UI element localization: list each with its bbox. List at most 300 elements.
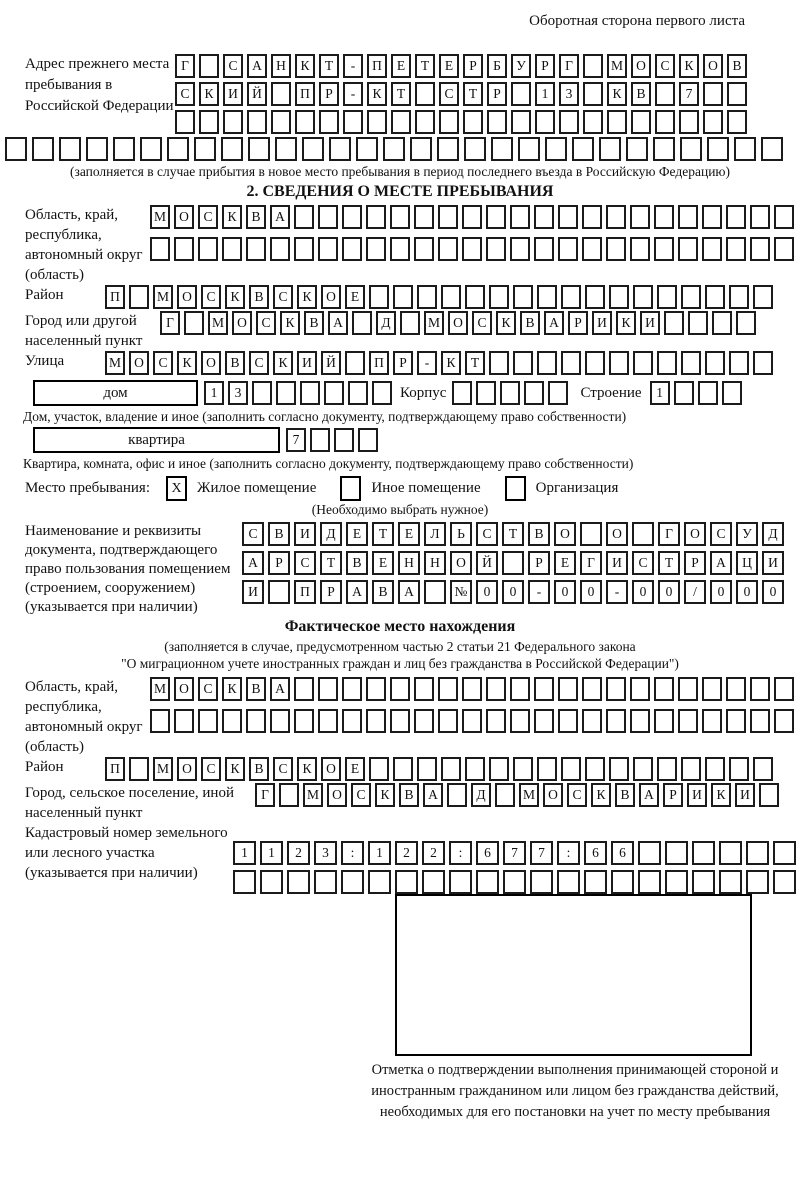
char-cell[interactable]: В xyxy=(268,522,290,546)
char-cell[interactable] xyxy=(476,381,496,405)
char-cell[interactable]: Т xyxy=(320,551,342,575)
char-cell[interactable]: В xyxy=(249,757,269,781)
char-cell[interactable] xyxy=(246,237,266,261)
char-cell[interactable] xyxy=(439,110,459,134)
char-cell[interactable] xyxy=(390,205,410,229)
char-cell[interactable] xyxy=(369,285,389,309)
char-cell[interactable] xyxy=(655,110,675,134)
char-cell[interactable] xyxy=(341,870,364,894)
char-cell[interactable]: К xyxy=(711,783,731,807)
char-cell[interactable] xyxy=(233,870,256,894)
char-cell[interactable] xyxy=(489,285,509,309)
char-cell[interactable]: А xyxy=(346,580,368,604)
char-cell[interactable] xyxy=(530,870,553,894)
char-cell[interactable] xyxy=(150,237,170,261)
char-cell[interactable] xyxy=(503,870,526,894)
char-cell[interactable]: О xyxy=(554,522,576,546)
char-cell[interactable] xyxy=(369,757,389,781)
char-cell[interactable]: О xyxy=(448,311,468,335)
char-cell[interactable]: Е xyxy=(554,551,576,575)
char-cell[interactable] xyxy=(391,110,411,134)
char-cell[interactable] xyxy=(583,54,603,78)
char-cell[interactable]: С xyxy=(632,551,654,575)
char-cell[interactable]: Б xyxy=(487,54,507,78)
char-cell[interactable] xyxy=(438,677,458,701)
char-cell[interactable]: А xyxy=(270,205,290,229)
char-cell[interactable]: Н xyxy=(271,54,291,78)
char-cell[interactable]: О xyxy=(606,522,628,546)
char-cell[interactable] xyxy=(631,110,651,134)
char-cell[interactable] xyxy=(705,351,725,375)
char-cell[interactable] xyxy=(352,311,372,335)
char-cell[interactable] xyxy=(294,205,314,229)
char-cell[interactable]: О xyxy=(321,757,341,781)
char-cell[interactable] xyxy=(342,677,362,701)
char-cell[interactable] xyxy=(511,110,531,134)
char-cell[interactable] xyxy=(342,237,362,261)
char-cell[interactable] xyxy=(343,110,363,134)
char-cell[interactable] xyxy=(275,137,297,161)
char-cell[interactable] xyxy=(438,709,458,733)
char-cell[interactable] xyxy=(318,677,338,701)
char-cell[interactable] xyxy=(5,137,27,161)
char-cell[interactable]: Ь xyxy=(450,522,472,546)
char-cell[interactable] xyxy=(415,82,435,106)
char-cell[interactable]: К xyxy=(607,82,627,106)
char-cell[interactable]: П xyxy=(105,285,125,309)
char-cell[interactable]: Р xyxy=(528,551,550,575)
char-cell[interactable] xyxy=(510,677,530,701)
char-cell[interactable] xyxy=(393,285,413,309)
char-cell[interactable] xyxy=(356,137,378,161)
char-cell[interactable]: К xyxy=(225,757,245,781)
char-cell[interactable]: 3 xyxy=(228,381,248,405)
char-cell[interactable] xyxy=(513,351,533,375)
char-cell[interactable] xyxy=(599,137,621,161)
char-cell[interactable] xyxy=(271,110,291,134)
char-cell[interactable] xyxy=(705,285,725,309)
char-cell[interactable] xyxy=(729,757,749,781)
char-cell[interactable] xyxy=(167,137,189,161)
checkbox-organization[interactable] xyxy=(505,476,526,501)
char-cell[interactable]: К xyxy=(375,783,395,807)
char-cell[interactable]: С xyxy=(273,757,293,781)
char-cell[interactable] xyxy=(414,205,434,229)
char-cell[interactable]: Т xyxy=(391,82,411,106)
char-cell[interactable]: И xyxy=(640,311,660,335)
char-cell[interactable]: К xyxy=(679,54,699,78)
char-cell[interactable] xyxy=(746,870,769,894)
char-cell[interactable]: К xyxy=(591,783,611,807)
char-cell[interactable] xyxy=(246,709,266,733)
char-cell[interactable] xyxy=(630,205,650,229)
char-cell[interactable] xyxy=(630,237,650,261)
char-cell[interactable] xyxy=(633,757,653,781)
char-cell[interactable]: : xyxy=(449,841,472,865)
char-cell[interactable] xyxy=(557,870,580,894)
char-cell[interactable] xyxy=(654,205,674,229)
char-cell[interactable]: П xyxy=(105,757,125,781)
char-cell[interactable] xyxy=(358,428,378,452)
char-cell[interactable]: А xyxy=(242,551,264,575)
char-cell[interactable] xyxy=(548,381,568,405)
char-cell[interactable] xyxy=(276,381,296,405)
char-cell[interactable] xyxy=(657,351,677,375)
char-cell[interactable] xyxy=(318,205,338,229)
char-cell[interactable]: 7 xyxy=(679,82,699,106)
char-cell[interactable]: О xyxy=(543,783,563,807)
char-cell[interactable] xyxy=(665,870,688,894)
char-cell[interactable]: С xyxy=(472,311,492,335)
char-cell[interactable]: 6 xyxy=(476,841,499,865)
char-cell[interactable]: М xyxy=(150,205,170,229)
char-cell[interactable]: В xyxy=(372,580,394,604)
char-cell[interactable]: В xyxy=(615,783,635,807)
char-cell[interactable] xyxy=(476,870,499,894)
char-cell[interactable]: О xyxy=(327,783,347,807)
char-cell[interactable]: Е xyxy=(391,54,411,78)
char-cell[interactable] xyxy=(692,870,715,894)
char-cell[interactable]: Р xyxy=(663,783,683,807)
char-cell[interactable] xyxy=(252,381,272,405)
char-cell[interactable] xyxy=(489,757,509,781)
char-cell[interactable]: М xyxy=(208,311,228,335)
char-cell[interactable] xyxy=(342,709,362,733)
char-cell[interactable]: В xyxy=(225,351,245,375)
char-cell[interactable]: 3 xyxy=(559,82,579,106)
char-cell[interactable]: 0 xyxy=(632,580,654,604)
char-cell[interactable] xyxy=(750,709,770,733)
char-cell[interactable] xyxy=(534,677,554,701)
char-cell[interactable] xyxy=(486,677,506,701)
char-cell[interactable]: Й xyxy=(321,351,341,375)
char-cell[interactable] xyxy=(585,285,605,309)
char-cell[interactable] xyxy=(223,110,243,134)
char-cell[interactable]: Т xyxy=(465,351,485,375)
char-cell[interactable]: М xyxy=(519,783,539,807)
char-cell[interactable] xyxy=(773,841,796,865)
char-cell[interactable] xyxy=(678,205,698,229)
char-cell[interactable] xyxy=(606,237,626,261)
char-cell[interactable]: И xyxy=(294,522,316,546)
char-cell[interactable] xyxy=(703,110,723,134)
char-cell[interactable] xyxy=(657,757,677,781)
char-cell[interactable]: О xyxy=(450,551,472,575)
char-cell[interactable] xyxy=(395,870,418,894)
char-cell[interactable]: Е xyxy=(372,551,394,575)
char-cell[interactable]: П xyxy=(294,580,316,604)
char-cell[interactable] xyxy=(400,311,420,335)
char-cell[interactable] xyxy=(537,351,557,375)
char-cell[interactable] xyxy=(753,285,773,309)
char-cell[interactable]: С xyxy=(476,522,498,546)
char-cell[interactable] xyxy=(366,205,386,229)
char-cell[interactable]: П xyxy=(295,82,315,106)
char-cell[interactable]: : xyxy=(341,841,364,865)
char-cell[interactable]: / xyxy=(684,580,706,604)
char-cell[interactable]: 7 xyxy=(286,428,306,452)
char-cell[interactable] xyxy=(580,522,602,546)
char-cell[interactable]: - xyxy=(528,580,550,604)
char-cell[interactable]: Р xyxy=(535,54,555,78)
char-cell[interactable] xyxy=(558,205,578,229)
char-cell[interactable] xyxy=(422,870,445,894)
char-cell[interactable] xyxy=(495,783,515,807)
char-cell[interactable]: - xyxy=(606,580,628,604)
char-cell[interactable] xyxy=(678,677,698,701)
char-cell[interactable] xyxy=(582,677,602,701)
char-cell[interactable]: Т xyxy=(415,54,435,78)
char-cell[interactable] xyxy=(319,110,339,134)
char-cell[interactable]: О xyxy=(129,351,149,375)
char-cell[interactable]: Р xyxy=(320,580,342,604)
char-cell[interactable]: Д xyxy=(762,522,784,546)
char-cell[interactable]: М xyxy=(607,54,627,78)
char-cell[interactable]: О xyxy=(703,54,723,78)
char-cell[interactable] xyxy=(705,757,725,781)
char-cell[interactable]: 7 xyxy=(503,841,526,865)
char-cell[interactable]: К xyxy=(295,54,315,78)
char-cell[interactable]: О xyxy=(174,205,194,229)
char-cell[interactable]: О xyxy=(177,285,197,309)
char-cell[interactable] xyxy=(447,783,467,807)
char-cell[interactable] xyxy=(324,381,344,405)
char-cell[interactable] xyxy=(606,709,626,733)
char-cell[interactable] xyxy=(582,237,602,261)
char-cell[interactable] xyxy=(609,285,629,309)
char-cell[interactable]: С xyxy=(256,311,276,335)
char-cell[interactable]: С xyxy=(655,54,675,78)
char-cell[interactable]: Р xyxy=(463,54,483,78)
char-cell[interactable]: 1 xyxy=(233,841,256,865)
char-cell[interactable] xyxy=(270,237,290,261)
char-cell[interactable]: - xyxy=(417,351,437,375)
char-cell[interactable]: И xyxy=(687,783,707,807)
char-cell[interactable]: - xyxy=(343,82,363,106)
char-cell[interactable] xyxy=(510,709,530,733)
char-cell[interactable]: Е xyxy=(345,757,365,781)
char-cell[interactable]: Ц xyxy=(736,551,758,575)
char-cell[interactable] xyxy=(688,311,708,335)
char-cell[interactable] xyxy=(703,82,723,106)
char-cell[interactable] xyxy=(129,757,149,781)
char-cell[interactable]: Р xyxy=(487,82,507,106)
char-cell[interactable] xyxy=(702,709,722,733)
char-cell[interactable]: Р xyxy=(568,311,588,335)
char-cell[interactable]: С xyxy=(273,285,293,309)
char-cell[interactable]: К xyxy=(222,677,242,701)
char-cell[interactable] xyxy=(753,757,773,781)
char-cell[interactable] xyxy=(487,110,507,134)
char-cell[interactable] xyxy=(417,285,437,309)
char-cell[interactable]: В xyxy=(249,285,269,309)
char-cell[interactable] xyxy=(465,285,485,309)
char-cell[interactable] xyxy=(537,285,557,309)
char-cell[interactable]: И xyxy=(297,351,317,375)
char-cell[interactable] xyxy=(491,137,513,161)
char-cell[interactable] xyxy=(582,205,602,229)
char-cell[interactable] xyxy=(86,137,108,161)
char-cell[interactable]: С xyxy=(710,522,732,546)
char-cell[interactable] xyxy=(318,709,338,733)
char-cell[interactable] xyxy=(489,351,509,375)
char-cell[interactable] xyxy=(774,709,794,733)
char-cell[interactable]: Е xyxy=(398,522,420,546)
char-cell[interactable] xyxy=(750,237,770,261)
char-cell[interactable]: А xyxy=(544,311,564,335)
char-cell[interactable]: 2 xyxy=(395,841,418,865)
char-cell[interactable]: М xyxy=(303,783,323,807)
char-cell[interactable]: 0 xyxy=(476,580,498,604)
char-cell[interactable] xyxy=(726,237,746,261)
char-cell[interactable]: Г xyxy=(580,551,602,575)
char-cell[interactable] xyxy=(279,783,299,807)
char-cell[interactable] xyxy=(500,381,520,405)
char-cell[interactable]: Г xyxy=(559,54,579,78)
char-cell[interactable]: Р xyxy=(393,351,413,375)
char-cell[interactable]: О xyxy=(684,522,706,546)
char-cell[interactable] xyxy=(140,137,162,161)
char-cell[interactable] xyxy=(692,841,715,865)
char-cell[interactable]: 0 xyxy=(710,580,732,604)
char-cell[interactable] xyxy=(486,237,506,261)
char-cell[interactable]: М xyxy=(153,285,173,309)
char-cell[interactable] xyxy=(774,237,794,261)
char-cell[interactable]: Т xyxy=(502,522,524,546)
char-cell[interactable] xyxy=(248,137,270,161)
char-cell[interactable] xyxy=(424,580,446,604)
char-cell[interactable] xyxy=(678,709,698,733)
char-cell[interactable]: 2 xyxy=(422,841,445,865)
char-cell[interactable]: Т xyxy=(319,54,339,78)
char-cell[interactable]: 1 xyxy=(204,381,224,405)
char-cell[interactable]: К xyxy=(297,285,317,309)
char-cell[interactable]: С xyxy=(439,82,459,106)
char-cell[interactable]: Г xyxy=(175,54,195,78)
char-cell[interactable] xyxy=(746,841,769,865)
char-cell[interactable]: С xyxy=(223,54,243,78)
char-cell[interactable] xyxy=(222,237,242,261)
char-cell[interactable]: Т xyxy=(658,551,680,575)
char-cell[interactable] xyxy=(534,237,554,261)
char-cell[interactable] xyxy=(558,709,578,733)
char-cell[interactable] xyxy=(462,237,482,261)
char-cell[interactable] xyxy=(753,351,773,375)
char-cell[interactable] xyxy=(712,311,732,335)
char-cell[interactable]: С xyxy=(201,757,221,781)
char-cell[interactable] xyxy=(502,551,524,575)
char-cell[interactable] xyxy=(368,870,391,894)
char-cell[interactable] xyxy=(761,137,783,161)
char-cell[interactable] xyxy=(510,205,530,229)
char-cell[interactable] xyxy=(626,137,648,161)
char-cell[interactable]: Р xyxy=(268,551,290,575)
char-cell[interactable]: И xyxy=(223,82,243,106)
char-cell[interactable]: С xyxy=(567,783,587,807)
char-cell[interactable]: К xyxy=(177,351,197,375)
char-cell[interactable]: 6 xyxy=(611,841,634,865)
char-cell[interactable] xyxy=(438,205,458,229)
char-cell[interactable] xyxy=(463,110,483,134)
char-cell[interactable] xyxy=(759,783,779,807)
char-cell[interactable] xyxy=(348,381,368,405)
char-cell[interactable] xyxy=(441,757,461,781)
char-cell[interactable] xyxy=(609,351,629,375)
char-cell[interactable] xyxy=(750,205,770,229)
char-cell[interactable]: К xyxy=(273,351,293,375)
char-cell[interactable] xyxy=(372,381,392,405)
char-cell[interactable]: Н xyxy=(424,551,446,575)
char-cell[interactable] xyxy=(582,709,602,733)
char-cell[interactable] xyxy=(664,311,684,335)
char-cell[interactable] xyxy=(462,205,482,229)
char-cell[interactable]: 1 xyxy=(260,841,283,865)
char-cell[interactable] xyxy=(199,54,219,78)
char-cell[interactable] xyxy=(774,677,794,701)
char-cell[interactable] xyxy=(438,237,458,261)
char-cell[interactable] xyxy=(441,285,461,309)
char-cell[interactable] xyxy=(750,677,770,701)
char-cell[interactable] xyxy=(295,110,315,134)
char-cell[interactable]: 0 xyxy=(736,580,758,604)
char-cell[interactable] xyxy=(345,351,365,375)
char-cell[interactable] xyxy=(726,677,746,701)
char-cell[interactable] xyxy=(465,757,485,781)
char-cell[interactable] xyxy=(681,351,701,375)
char-cell[interactable] xyxy=(302,137,324,161)
char-cell[interactable] xyxy=(318,237,338,261)
char-cell[interactable]: А xyxy=(270,677,290,701)
char-cell[interactable] xyxy=(558,237,578,261)
char-cell[interactable] xyxy=(654,677,674,701)
char-cell[interactable] xyxy=(679,110,699,134)
char-cell[interactable]: 6 xyxy=(584,841,607,865)
char-cell[interactable] xyxy=(310,428,330,452)
char-cell[interactable] xyxy=(184,311,204,335)
char-cell[interactable] xyxy=(449,870,472,894)
checkbox-other-premises[interactable] xyxy=(340,476,361,501)
char-cell[interactable]: С xyxy=(201,285,221,309)
char-cell[interactable] xyxy=(452,381,472,405)
char-cell[interactable] xyxy=(633,351,653,375)
char-cell[interactable]: У xyxy=(736,522,758,546)
char-cell[interactable]: И xyxy=(735,783,755,807)
char-cell[interactable] xyxy=(32,137,54,161)
char-cell[interactable] xyxy=(678,237,698,261)
char-cell[interactable] xyxy=(222,709,242,733)
char-cell[interactable]: М xyxy=(424,311,444,335)
checkbox-residential[interactable]: X xyxy=(166,476,187,501)
char-cell[interactable]: К xyxy=(616,311,636,335)
char-cell[interactable]: Е xyxy=(345,285,365,309)
char-cell[interactable] xyxy=(727,82,747,106)
char-cell[interactable] xyxy=(655,82,675,106)
char-cell[interactable] xyxy=(681,285,701,309)
char-cell[interactable] xyxy=(247,110,267,134)
char-cell[interactable] xyxy=(773,870,796,894)
char-cell[interactable]: 1 xyxy=(650,381,670,405)
char-cell[interactable] xyxy=(632,522,654,546)
char-cell[interactable]: Е xyxy=(439,54,459,78)
char-cell[interactable]: С xyxy=(175,82,195,106)
char-cell[interactable] xyxy=(680,137,702,161)
char-cell[interactable] xyxy=(734,137,756,161)
char-cell[interactable]: А xyxy=(639,783,659,807)
char-cell[interactable] xyxy=(654,709,674,733)
char-cell[interactable]: Г xyxy=(160,311,180,335)
char-cell[interactable]: В xyxy=(727,54,747,78)
char-cell[interactable]: 1 xyxy=(535,82,555,106)
